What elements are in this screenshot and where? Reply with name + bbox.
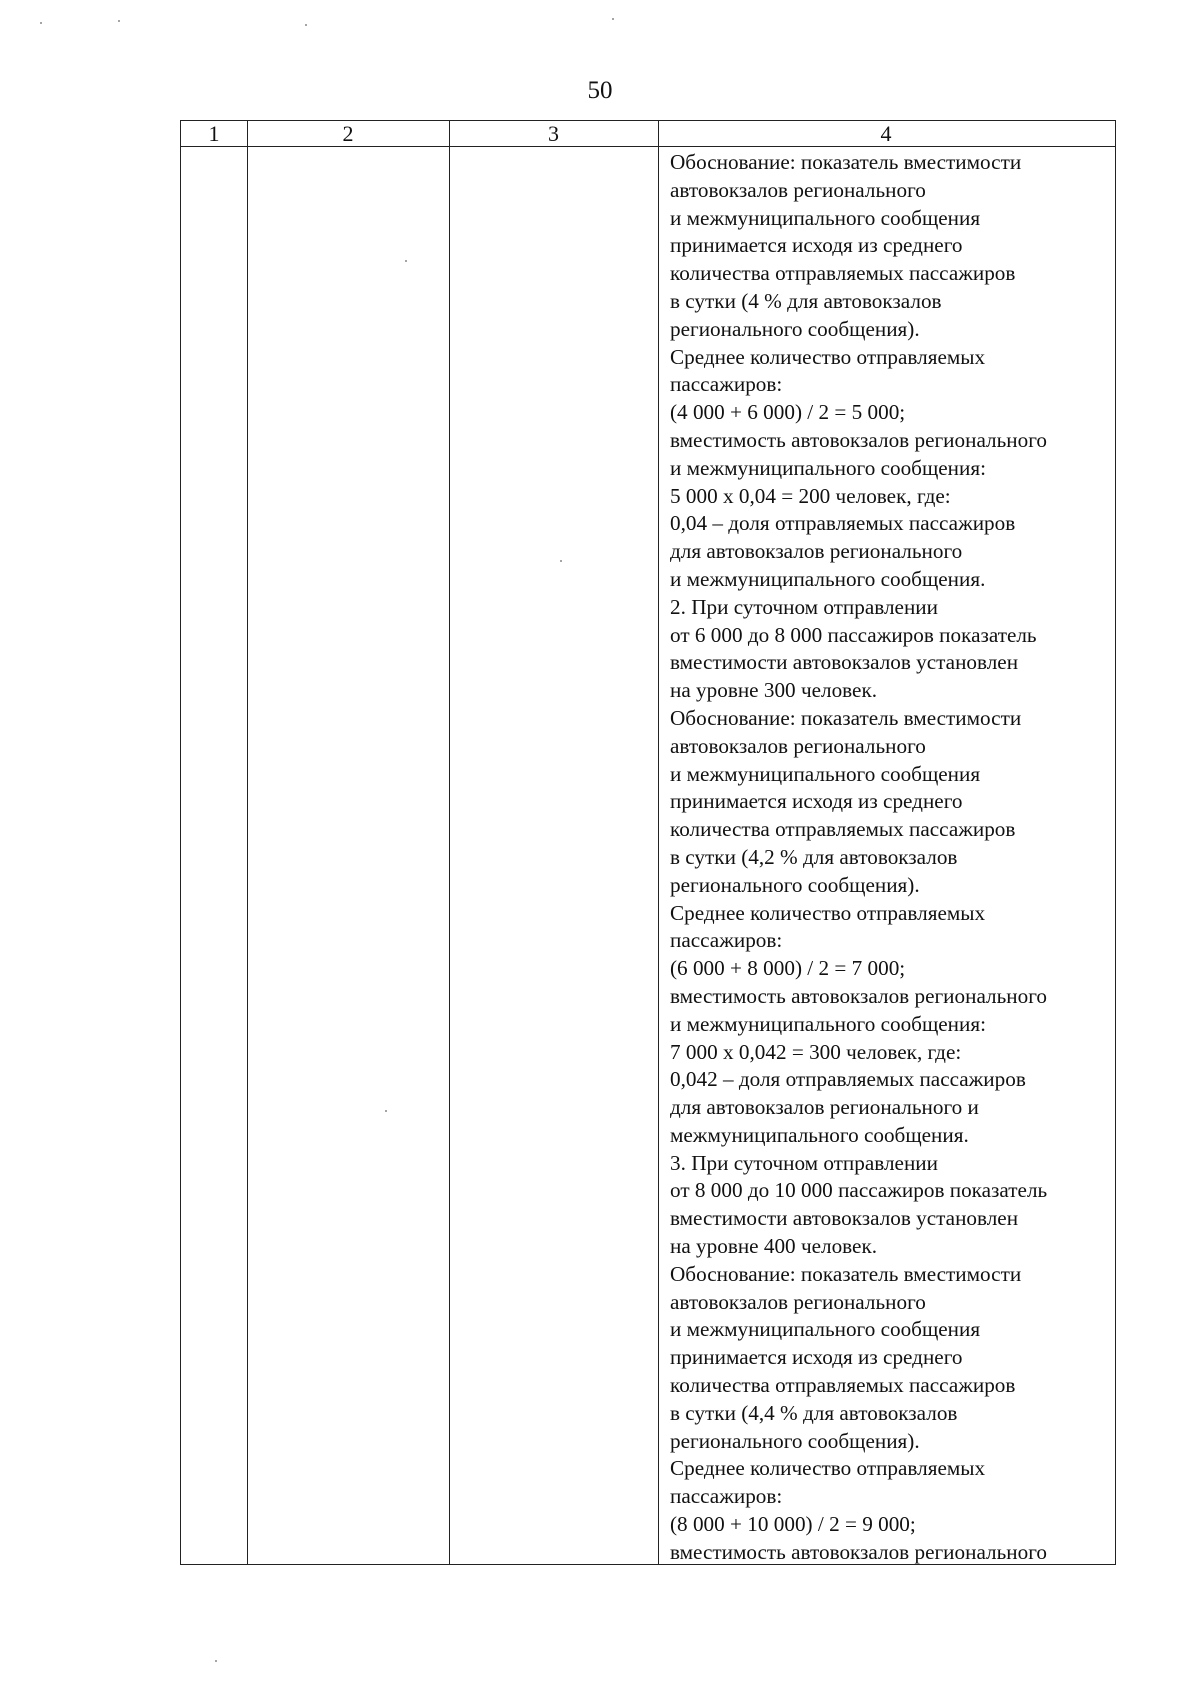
- text-line: и межмуниципального сообщения: [670, 1317, 981, 1342]
- text-line: в сутки (4,4 % для автовокзалов: [670, 1400, 958, 1425]
- text-line: автовокзалов регионального: [670, 177, 926, 202]
- text-line: количества отправляемых пассажиров: [670, 261, 1016, 286]
- text-line: от 8 000 до 10 000 пассажиров показатель: [670, 1178, 1048, 1203]
- scan-speck: [305, 24, 307, 26]
- header-cell-3: 3: [548, 121, 559, 146]
- text-line: принимается исходя из среднего: [670, 233, 963, 258]
- text-line: в сутки (4,2 % для автовокзалов: [670, 844, 958, 869]
- text-line: в сутки (4 % для автовокзалов: [670, 288, 942, 313]
- scan-speck: [612, 18, 614, 20]
- column-4-content: [670, 149, 1110, 1567]
- page-number: 50: [587, 77, 613, 104]
- scan-speck: [385, 1110, 387, 1112]
- text-line: для автовокзалов регионального и: [670, 1095, 979, 1120]
- text-line: вместимость автовокзалов регионального: [670, 1539, 1047, 1564]
- header-cell-1: 1: [208, 121, 220, 146]
- text-line: 3. При суточном отправлении: [670, 1150, 938, 1175]
- column-divider: [247, 121, 248, 1564]
- text-line: Среднее количество отправляемых: [670, 344, 986, 369]
- scan-speck: [40, 22, 42, 24]
- scan-speck: [118, 20, 120, 22]
- text-line: и межмуниципального сообщения:: [670, 1011, 986, 1036]
- text-line: на уровне 400 человек.: [670, 1234, 878, 1259]
- scan-speck: [560, 560, 562, 562]
- text-line: от 6 000 до 8 000 пассажиров показатель: [670, 622, 1037, 647]
- text-line: и межмуниципального сообщения: [670, 205, 981, 230]
- text-line: пассажиров:: [670, 1484, 783, 1509]
- text-line: Обоснование: показатель вместимости: [670, 1261, 1022, 1286]
- text-line: регионального сообщения).: [670, 316, 920, 341]
- text-line: вместимость автовокзалов регионального: [670, 427, 1047, 452]
- table-header-row: [181, 121, 1115, 147]
- text-line: на уровне 300 человек.: [670, 678, 878, 703]
- text-line: автовокзалов регионального: [670, 1289, 926, 1314]
- scan-speck: [215, 1660, 217, 1662]
- scan-speck: [405, 260, 407, 262]
- text-line: Обоснование: показатель вместимости: [670, 705, 1022, 730]
- text-line: вместимости автовокзалов установлен: [670, 1206, 1019, 1231]
- text-line: вместимость автовокзалов регионального: [670, 983, 1047, 1008]
- text-line: для автовокзалов регионального: [670, 539, 963, 564]
- text-line: (4 000 + 6 000) / 2 = 5 000;: [670, 400, 906, 425]
- text-line: принимается исходя из среднего: [670, 789, 963, 814]
- text-line: принимается исходя из среднего: [670, 1345, 963, 1370]
- text-line: Среднее количество отправляемых: [670, 900, 986, 925]
- text-line: межмуниципального сообщения.: [670, 1122, 969, 1147]
- document-table: [180, 120, 1116, 1565]
- text-line: пассажиров:: [670, 928, 783, 953]
- column-divider: [658, 121, 659, 1564]
- text-line: (6 000 + 8 000) / 2 = 7 000;: [670, 956, 906, 981]
- header-cell-2: 2: [342, 121, 354, 146]
- text-line: Обоснование: показатель вместимости: [670, 150, 1022, 174]
- column-divider: [449, 121, 450, 1564]
- text-line: Среднее количество отправляемых: [670, 1456, 986, 1481]
- text-line: 7 000 х 0,042 = 300 человек, где:: [670, 1039, 962, 1064]
- text-line: автовокзалов регионального: [670, 733, 926, 758]
- text-line: и межмуниципального сообщения:: [670, 455, 986, 480]
- text-line: и межмуниципального сообщения: [670, 761, 981, 786]
- text-line: (8 000 + 10 000) / 2 = 9 000;: [670, 1512, 916, 1537]
- text-line: 2. При суточном отправлении: [670, 594, 938, 619]
- text-line: вместимости автовокзалов установлен: [670, 650, 1019, 675]
- text-line: 0,042 – доля отправляемых пассажиров: [670, 1067, 1026, 1092]
- text-line: и межмуниципального сообщения.: [670, 566, 986, 591]
- text-line: регионального сообщения).: [670, 1428, 920, 1453]
- text-line: 5 000 х 0,04 = 200 человек, где:: [670, 483, 951, 508]
- text-line: пассажиров:: [670, 372, 783, 397]
- text-line: количества отправляемых пассажиров: [670, 1373, 1016, 1398]
- text-line: количества отправляемых пассажиров: [670, 817, 1016, 842]
- header-cell-4: 4: [880, 121, 892, 146]
- text-line: 0,04 – доля отправляемых пассажиров: [670, 511, 1016, 536]
- text-line: регионального сообщения).: [670, 872, 920, 897]
